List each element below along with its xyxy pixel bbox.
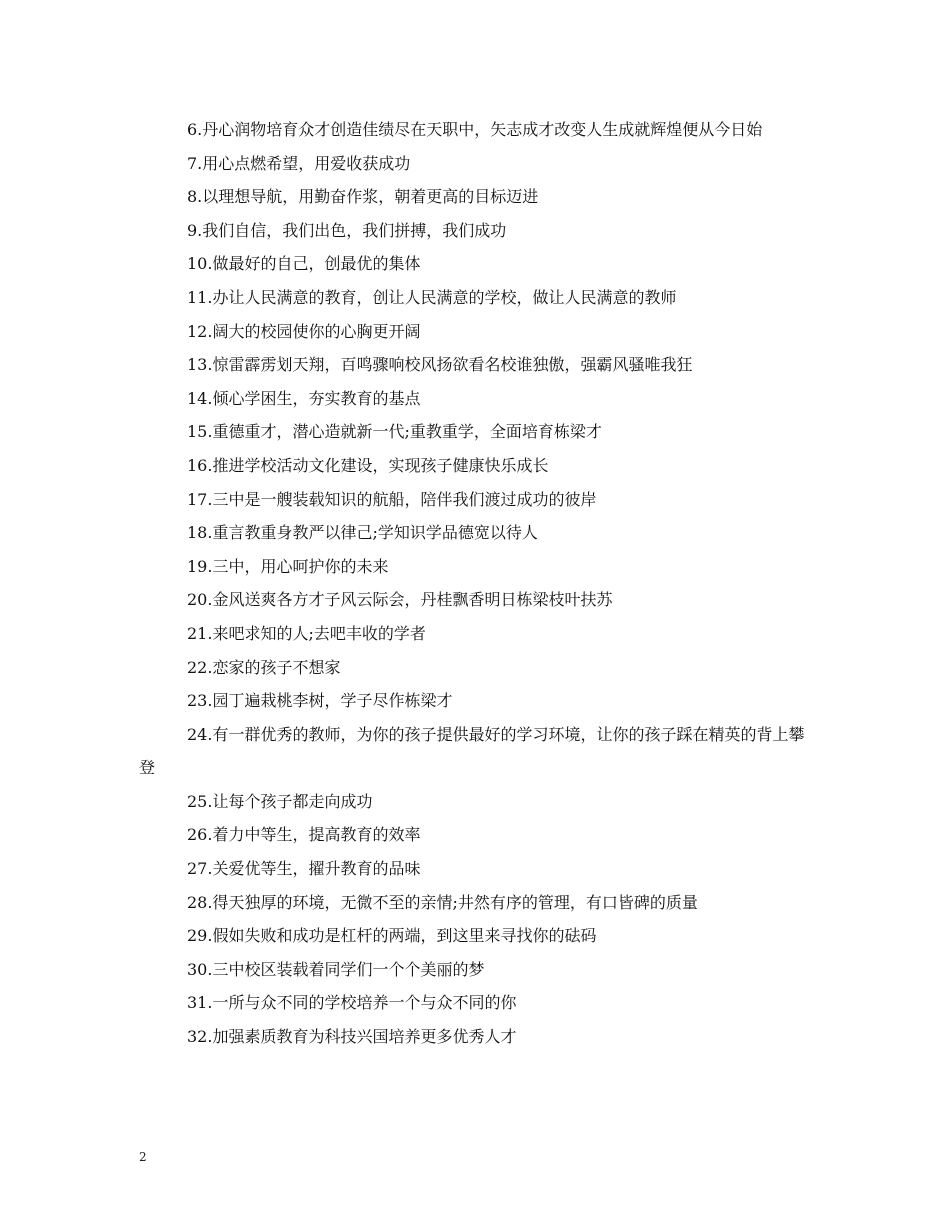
- list-item: 19.三中，用心呵护你的未来: [187, 556, 389, 576]
- list-item: 30.三中校区装载着同学们一个个美丽的梦: [187, 959, 485, 979]
- list-item: 6.丹心润物培育众才创造佳绩尽在天职中，矢志成才改变人生成就辉煌便从今日始: [187, 120, 763, 139]
- list-item: 17.三中是一艘装载知识的航船，陪伴我们渡过成功的彼岸: [187, 489, 597, 509]
- document-body: [139, 113, 819, 1054]
- list-item: 24.有一群优秀的教师，为你的孩子提供最好的学习环境，让你的孩子踩在精英的背上攀登: [139, 724, 805, 778]
- list-item: 29.假如失败和成功是杠杆的两端，到这里来寻找你的砝码: [187, 926, 597, 946]
- list-item: 12.阔大的校园使你的心胸更开阔: [187, 321, 421, 341]
- list-item: 28.得天独厚的环境，无微不至的亲情;井然有序的管理，有口皆碑的质量: [187, 892, 698, 912]
- list-item: 15.重德重才，潜心造就新一代;重教重学，全面培育栋梁才: [187, 422, 602, 442]
- list-item: 18.重言教重身教严以律己;学知识学品德宽以待人: [187, 523, 538, 543]
- list-item: 14.倾心学困生，夯实教育的基点: [187, 388, 421, 408]
- list-item: 13.惊雷霹雳划天翔，百鸣骤响校风扬欲看名校谁独傲，强霸风骚唯我狂: [187, 355, 693, 375]
- list-item: 25.让每个孩子都走向成功: [187, 791, 373, 811]
- list-item: 26.着力中等生，提高教育的效率: [187, 825, 421, 845]
- list-item: 20.金风送爽各方才子风云际会，丹桂飘香明日栋梁枝叶扶苏: [187, 590, 613, 610]
- list-item: 21.来吧求知的人;去吧丰收的学者: [187, 623, 426, 643]
- list-item: 27.关爱优等生，擢升教育的品味: [187, 859, 421, 879]
- list-item: 10.做最好的自己，创最优的集体: [187, 254, 421, 274]
- page-number: 2: [139, 1150, 147, 1164]
- list-item: 23.园丁遍栽桃李树，学子尽作栋梁才: [187, 691, 453, 711]
- list-item: 31.一所与众不同的学校培养一个与众不同的你: [187, 993, 517, 1013]
- list-item: 9.我们自信，我们出色，我们拼搏，我们成功: [187, 220, 507, 240]
- list-item: 8.以理想导航，用勤奋作浆，朝着更高的目标迈进: [187, 187, 539, 207]
- list-item: 32.加强素质教育为科技兴国培养更多优秀人才: [187, 1027, 517, 1047]
- list-item: 22.恋家的孩子不想家: [187, 657, 341, 677]
- list-item: 7.用心点燃希望，用爱收获成功: [187, 153, 411, 173]
- list-item: 16.推进学校活动文化建设，实现孩子健康快乐成长: [187, 455, 549, 475]
- list-item: 11.办让人民满意的教育，创让人民满意的学校，做让人民满意的教师: [187, 287, 677, 307]
